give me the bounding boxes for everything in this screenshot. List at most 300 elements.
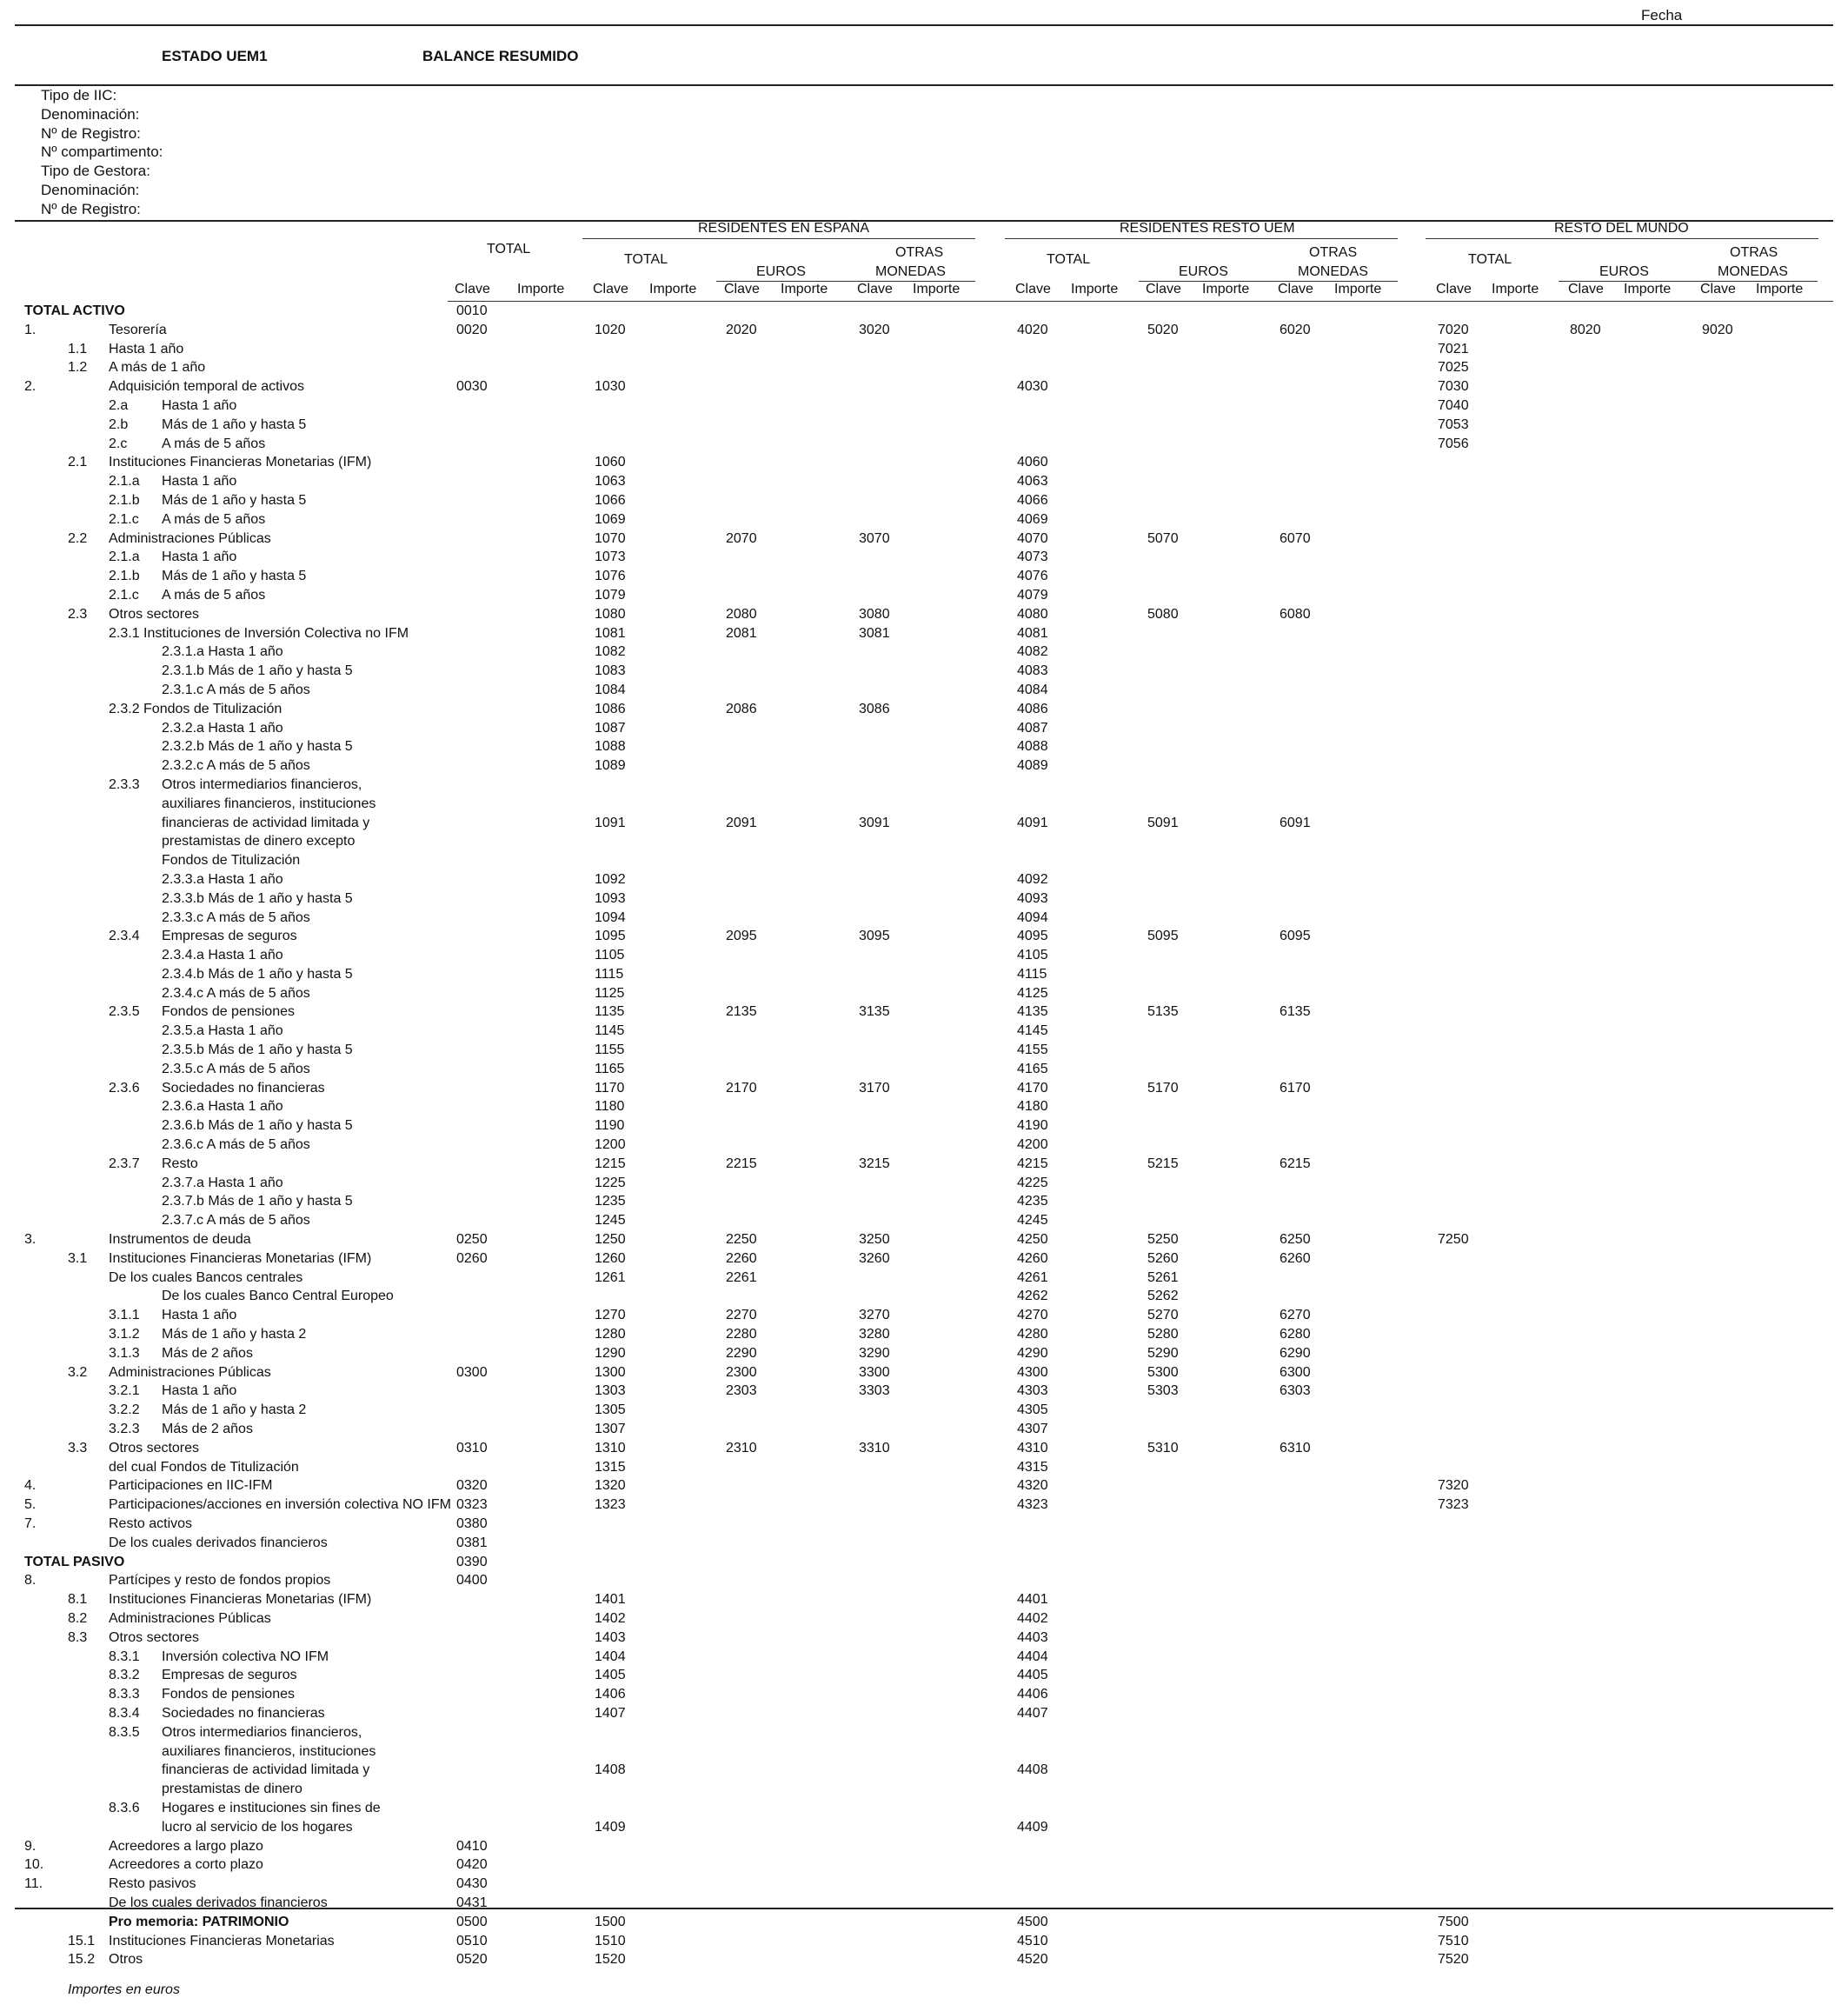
- table-row: [0, 927, 1848, 946]
- table-row: [0, 1685, 1848, 1704]
- row-number: 3.2.1: [109, 1383, 140, 1399]
- row-label: Hasta 1 año: [162, 1383, 237, 1399]
- clave-code: 5135: [1147, 1004, 1179, 1020]
- table-row: [0, 377, 1848, 396]
- row-label: Otros intermediarios financieros,: [162, 1724, 362, 1740]
- fecha-label: Fecha: [1641, 7, 1683, 23]
- row-label: Más de 1 año y hasta 2: [162, 1327, 307, 1342]
- clave-code: 5261: [1147, 1269, 1179, 1285]
- meta-denominacion: Denominación:: [41, 105, 140, 123]
- clave-code: 1409: [595, 1819, 626, 1835]
- meta-tipo-gestora: Tipo de Gestora:: [41, 163, 150, 180]
- clave-code: 1310: [595, 1440, 626, 1455]
- clave-code: 4066: [1017, 492, 1048, 508]
- clave-code: 3081: [859, 625, 890, 641]
- row-number: 2.b: [109, 416, 129, 432]
- clave-code: 1315: [595, 1459, 626, 1475]
- clave-code: 4305: [1017, 1402, 1048, 1418]
- clave-code: 4260: [1017, 1250, 1048, 1266]
- title-rule: [15, 84, 1833, 86]
- clave-code: 4290: [1017, 1345, 1048, 1361]
- table-row: [0, 909, 1848, 928]
- row-number: 8.3.5: [109, 1724, 140, 1740]
- row-number: 2.c: [109, 436, 128, 451]
- clave-code: 1260: [595, 1250, 626, 1266]
- clave-code: 1320: [595, 1478, 626, 1494]
- table-row: [0, 510, 1848, 530]
- header-mundo-euros: EUROS: [1599, 264, 1649, 279]
- clave-code: 4407: [1017, 1705, 1048, 1721]
- header-espana-otras-2: MONEDAS: [875, 264, 946, 279]
- clave-code: 3310: [859, 1440, 890, 1455]
- row-number: 2.3.6: [109, 1080, 140, 1096]
- row-label: Otros intermediarios financieros,: [162, 776, 362, 792]
- row-number: 3.2: [68, 1364, 88, 1380]
- col-importe-header: Importe: [649, 282, 697, 296]
- clave-code: 1180: [595, 1099, 625, 1115]
- clave-code: 1081: [595, 625, 626, 641]
- row-number: 15.2: [68, 1952, 96, 1968]
- table-row: [0, 567, 1848, 586]
- row-label: Instituciones Financieras Monetarias (IFM): [109, 1592, 372, 1608]
- clave-code: 4401: [1017, 1592, 1048, 1608]
- clave-code: 2070: [726, 530, 757, 546]
- clave-code: 4270: [1017, 1308, 1048, 1323]
- clave-code: 1323: [595, 1497, 626, 1513]
- row-label: Adquisición temporal de activos: [109, 379, 305, 395]
- table-row: [0, 1002, 1848, 1022]
- group-rule-mundo: [1426, 238, 1818, 239]
- clave-code: 1305: [595, 1402, 626, 1418]
- clave-code: 1125: [595, 985, 625, 1001]
- header-espana-euros: EUROS: [756, 264, 806, 279]
- col-importe-header: Importe: [781, 282, 828, 296]
- clave-code: 0510: [456, 1933, 488, 1948]
- table-row: [0, 1439, 1848, 1458]
- table-row: [0, 832, 1848, 851]
- clave-code: 4510: [1017, 1933, 1048, 1948]
- table-row: [0, 719, 1848, 738]
- clave-code: 4087: [1017, 720, 1048, 736]
- row-label: Otros: [109, 1952, 143, 1968]
- clave-code: 4084: [1017, 682, 1048, 697]
- clave-code: 7250: [1438, 1232, 1469, 1248]
- col-clave-header: Clave: [857, 282, 893, 296]
- row-label: Resto activos: [109, 1516, 193, 1531]
- clave-code: 0300: [456, 1364, 488, 1380]
- clave-code: 0500: [456, 1914, 488, 1929]
- clave-code: 1093: [595, 890, 626, 906]
- row-label: 2.3.2.a Hasta 1 año: [162, 720, 283, 736]
- row-number: 2.2: [68, 530, 88, 546]
- clave-code: 3215: [859, 1156, 890, 1171]
- clave-code: 0400: [456, 1573, 488, 1589]
- table-row: [0, 453, 1848, 472]
- meta-registro: Nº de Registro:: [41, 124, 141, 142]
- clave-code: 4235: [1017, 1194, 1048, 1209]
- clave-code: 1500: [595, 1914, 626, 1929]
- clave-code: 4094: [1017, 909, 1048, 925]
- table-row: [0, 889, 1848, 909]
- row-label: 2.3.3.b Más de 1 año y hasta 5: [162, 890, 353, 906]
- row-label: Fondos de pensiones: [162, 1004, 295, 1020]
- balance-table: [0, 302, 1848, 1969]
- clave-code: 7510: [1438, 1933, 1469, 1948]
- row-label: Partícipes y resto de fondos propios: [109, 1573, 331, 1589]
- clave-code: 1030: [595, 379, 626, 395]
- clave-code: 1060: [595, 455, 626, 470]
- table-row: [0, 1913, 1848, 1932]
- clave-code: 1250: [595, 1232, 626, 1248]
- row-number: 8.3.4: [109, 1705, 140, 1721]
- form-subtitle: BALANCE RESUMIDO: [422, 48, 579, 64]
- clave-code: 6170: [1280, 1080, 1311, 1096]
- meta-compartimento: Nº compartimento:: [41, 143, 163, 161]
- table-row: [0, 302, 1848, 321]
- clave-code: 1225: [595, 1175, 626, 1190]
- row-label: 2.3.5.a Hasta 1 año: [162, 1023, 283, 1039]
- row-number: 7.: [24, 1516, 37, 1531]
- clave-code: 6260: [1280, 1250, 1311, 1266]
- table-row: [0, 1269, 1848, 1288]
- table-row: [0, 1136, 1848, 1155]
- row-label: 2.3.1.c A más de 5 años: [162, 682, 310, 697]
- clave-code: 4115: [1017, 966, 1047, 982]
- row-label: prestamistas de dinero: [162, 1782, 302, 1797]
- clave-code: 5091: [1147, 815, 1179, 830]
- clave-code: 1073: [595, 550, 626, 565]
- clave-code: 4080: [1017, 606, 1048, 622]
- clave-code: 6310: [1280, 1440, 1311, 1455]
- row-label: 2.3.6.b Más de 1 año y hasta 5: [162, 1118, 353, 1134]
- row-number: 2.1.b: [109, 492, 140, 508]
- clave-code: 4145: [1017, 1023, 1048, 1039]
- clave-code: 1083: [595, 663, 626, 679]
- clave-code: 0410: [456, 1838, 488, 1854]
- row-label: 2.3.2.b Más de 1 año y hasta 5: [162, 739, 353, 755]
- clave-code: 1190: [595, 1118, 625, 1134]
- clave-code: 1080: [595, 606, 626, 622]
- clave-code: 6215: [1280, 1156, 1311, 1171]
- row-label: A más de 5 años: [162, 436, 266, 451]
- row-label: 2.3.1.a Hasta 1 año: [162, 644, 283, 660]
- clave-code: 1092: [595, 871, 626, 887]
- header-group-uem: RESIDENTES RESTO UEM: [1120, 221, 1295, 236]
- header-uem-otras-1: OTRAS: [1309, 245, 1358, 260]
- clave-code: 4070: [1017, 530, 1048, 546]
- row-number: 3.2.3: [109, 1422, 140, 1437]
- table-row: [0, 870, 1848, 889]
- clave-code: 1079: [595, 587, 626, 603]
- clave-code: 4069: [1017, 511, 1048, 527]
- table-row: [0, 1495, 1848, 1515]
- clave-code: 4300: [1017, 1364, 1048, 1380]
- clave-code: 2086: [726, 701, 757, 716]
- col-clave-header: Clave: [1436, 282, 1472, 296]
- table-row: [0, 396, 1848, 416]
- row-label: 2.3.6.a Hasta 1 año: [162, 1099, 283, 1115]
- clave-code: 1069: [595, 511, 626, 527]
- row-label: Más de 1 año y hasta 5: [162, 569, 307, 584]
- col-clave-header: Clave: [724, 282, 760, 296]
- clave-code: 1215: [595, 1156, 626, 1171]
- col-clave-header: Clave: [1278, 282, 1313, 296]
- header-espana-otras-1: OTRAS: [895, 245, 944, 260]
- row-number: 2.1.b: [109, 569, 140, 584]
- header-uem-euros: EUROS: [1179, 264, 1228, 279]
- table-row: [0, 358, 1848, 377]
- row-number: 8.3.2: [109, 1668, 140, 1683]
- table-row: [0, 586, 1848, 605]
- table-row: [0, 321, 1848, 340]
- table-row: [0, 1648, 1848, 1667]
- clave-code: 2095: [726, 929, 757, 944]
- clave-code: 1076: [595, 569, 626, 584]
- table-row: [0, 1818, 1848, 1837]
- clave-code: 5262: [1147, 1289, 1179, 1304]
- table-row: [0, 1174, 1848, 1193]
- clave-code: 4060: [1017, 455, 1048, 470]
- col-clave-header: Clave: [1700, 282, 1736, 296]
- clave-code: 7500: [1438, 1914, 1469, 1929]
- row-number: 11.: [24, 1876, 43, 1892]
- clave-code: 3070: [859, 530, 890, 546]
- clave-code: 0010: [456, 303, 488, 318]
- table-row: [0, 1666, 1848, 1685]
- table-row: [0, 605, 1848, 624]
- clave-code: 3020: [859, 322, 890, 337]
- clave-code: 0390: [456, 1554, 488, 1569]
- table-row: [0, 1249, 1848, 1269]
- table-row: [0, 1079, 1848, 1098]
- table-row: [0, 1629, 1848, 1648]
- table-row: [0, 1553, 1848, 1572]
- header-group-mundo: RESTO DEL MUNDO: [1554, 221, 1689, 236]
- table-row: [0, 1022, 1848, 1041]
- header-mundo-total: TOTAL: [1468, 252, 1512, 267]
- clave-code: 3260: [859, 1250, 890, 1266]
- clave-code: 2135: [726, 1004, 757, 1020]
- clave-code: 0030: [456, 379, 488, 395]
- clave-code: 4500: [1017, 1914, 1048, 1929]
- row-label: 2.3.5.c A más de 5 años: [162, 1061, 310, 1076]
- row-label: Instrumentos de deuda: [109, 1232, 251, 1248]
- table-row: [0, 1571, 1848, 1590]
- header-espana-total: TOTAL: [624, 252, 668, 267]
- row-label: 2.3.4.b Más de 1 año y hasta 5: [162, 966, 353, 982]
- clave-code: 1402: [595, 1610, 626, 1626]
- table-row: [0, 946, 1848, 965]
- clave-code: 0323: [456, 1497, 488, 1513]
- clave-code: 4245: [1017, 1213, 1048, 1229]
- footer-note: Importes en euros: [68, 1982, 180, 1997]
- clave-code: 2215: [726, 1156, 757, 1171]
- row-label: Participaciones/acciones en inversión colectiva NO IFM: [109, 1497, 451, 1513]
- header-total: TOTAL: [487, 242, 531, 256]
- clave-code: 4030: [1017, 379, 1048, 395]
- row-number: 8.: [24, 1573, 37, 1589]
- row-label: 2.3.7.b Más de 1 año y hasta 5: [162, 1194, 353, 1209]
- clave-code: 2260: [726, 1250, 757, 1266]
- clave-code: 7056: [1438, 436, 1469, 451]
- clave-code: 7030: [1438, 379, 1469, 395]
- row-number: 2.a: [109, 397, 129, 413]
- row-label: 2.3.1.b Más de 1 año y hasta 5: [162, 663, 353, 679]
- table-row: [0, 1837, 1848, 1856]
- clave-code: 1303: [595, 1383, 626, 1399]
- row-label: Acreedores a largo plazo: [109, 1838, 263, 1854]
- row-label: Más de 2 años: [162, 1345, 253, 1361]
- table-row: [0, 1230, 1848, 1249]
- clave-code: 1407: [595, 1705, 626, 1721]
- clave-code: 3303: [859, 1383, 890, 1399]
- clave-code: 2290: [726, 1345, 757, 1361]
- clave-code: 4082: [1017, 644, 1048, 660]
- row-number: 2.3.7: [109, 1156, 140, 1171]
- row-label: Otros sectores: [109, 1629, 200, 1645]
- row-label: 2.3.5.b Más de 1 año y hasta 5: [162, 1042, 353, 1058]
- clave-code: 4095: [1017, 929, 1048, 944]
- table-row: [0, 491, 1848, 510]
- clave-code: 3080: [859, 606, 890, 622]
- clave-code: 5170: [1147, 1080, 1179, 1096]
- clave-code: 1406: [595, 1687, 626, 1702]
- meta-fields: [41, 86, 163, 219]
- row-number: 2.1: [68, 455, 88, 470]
- clave-code: 5070: [1147, 530, 1179, 546]
- row-label: A más de 5 años: [162, 587, 266, 603]
- row-number: 8.3.6: [109, 1800, 140, 1815]
- clave-code: 1280: [595, 1327, 626, 1342]
- col-importe-header: Importe: [1071, 282, 1119, 296]
- table-row: [0, 416, 1848, 435]
- table-row: [0, 737, 1848, 756]
- clave-code: 8020: [1570, 322, 1601, 337]
- clave-code: 4261: [1017, 1269, 1048, 1285]
- clave-code: 4093: [1017, 890, 1048, 906]
- row-label: Fondos de pensiones: [162, 1687, 295, 1702]
- clave-code: 4280: [1017, 1327, 1048, 1342]
- clave-code: 6135: [1280, 1004, 1311, 1020]
- clave-code: 1105: [595, 948, 625, 963]
- clave-code: 4165: [1017, 1061, 1048, 1076]
- clave-code: 4091: [1017, 815, 1048, 830]
- clave-code: 3135: [859, 1004, 890, 1020]
- header-mundo-otras-2: MONEDAS: [1718, 264, 1788, 279]
- table-row: [0, 624, 1848, 643]
- row-number: 2.1.c: [109, 511, 139, 527]
- row-label: Administraciones Públicas: [109, 1364, 271, 1380]
- table-row: [0, 1382, 1848, 1401]
- pro-memoria-rule: [15, 1908, 1833, 1909]
- clave-code: 4020: [1017, 322, 1048, 337]
- row-label: Instituciones Financieras Monetarias (IFM): [109, 1250, 372, 1266]
- table-row: [0, 472, 1848, 491]
- row-label: prestamistas de dinero excepto: [162, 834, 356, 849]
- clave-code: 6091: [1280, 815, 1311, 830]
- clave-code: 7020: [1438, 322, 1469, 337]
- header-group-espana: RESIDENTES EN ESPAÑA: [698, 221, 870, 236]
- clave-code: 1404: [595, 1649, 626, 1664]
- table-row: [0, 1116, 1848, 1136]
- clave-code: 4180: [1017, 1099, 1048, 1115]
- clave-code: 3280: [859, 1327, 890, 1342]
- clave-code: 4403: [1017, 1629, 1048, 1645]
- col-importe-header: Importe: [913, 282, 961, 296]
- clave-code: 4262: [1017, 1289, 1048, 1304]
- row-label: Hogares e instituciones sin fines de: [162, 1800, 381, 1815]
- clave-code: 0020: [456, 322, 488, 337]
- clave-code: 4079: [1017, 587, 1048, 603]
- clave-code: 4105: [1017, 948, 1048, 963]
- row-label: De los cuales Banco Central Europeo: [162, 1289, 394, 1304]
- clave-code: 5270: [1147, 1308, 1179, 1323]
- row-number: 8.3.1: [109, 1649, 140, 1664]
- table-row: [0, 1458, 1848, 1477]
- clave-code: 5303: [1147, 1383, 1179, 1399]
- row-label: Inversión colectiva NO IFM: [162, 1649, 329, 1664]
- table-row: [0, 435, 1848, 454]
- row-label: del cual Fondos de Titulización: [109, 1459, 299, 1475]
- clave-code: 4081: [1017, 625, 1048, 641]
- clave-code: 1095: [595, 929, 626, 944]
- table-row: [0, 1932, 1848, 1951]
- table-row: [0, 1704, 1848, 1723]
- table-row: [0, 1950, 1848, 1969]
- col-clave-header: Clave: [1146, 282, 1181, 296]
- clave-code: 3250: [859, 1232, 890, 1248]
- row-number: 9.: [24, 1838, 37, 1854]
- clave-code: 7025: [1438, 360, 1469, 376]
- row-label: Empresas de seguros: [162, 929, 297, 944]
- clave-code: 1091: [595, 815, 626, 830]
- table-row: [0, 756, 1848, 776]
- clave-code: 1300: [595, 1364, 626, 1380]
- table-row: [0, 965, 1848, 984]
- clave-code: 1145: [595, 1023, 625, 1039]
- table-row: [0, 1041, 1848, 1060]
- clave-code: 4155: [1017, 1042, 1048, 1058]
- row-number: 3.1: [68, 1250, 88, 1266]
- row-label: lucro al servicio de los hogares: [162, 1819, 353, 1835]
- table-row: [0, 1097, 1848, 1116]
- row-label: Hasta 1 año: [162, 1308, 237, 1323]
- clave-code: 2261: [726, 1269, 757, 1285]
- clave-code: 6300: [1280, 1364, 1311, 1380]
- table-row: [0, 1799, 1848, 1818]
- table-row: [0, 1761, 1848, 1780]
- row-number: 3.3: [68, 1440, 88, 1455]
- meta-denominacion-gestora: Denominación:: [41, 181, 140, 198]
- row-label: Sociedades no financieras: [162, 1705, 325, 1721]
- col-clave-header: Clave: [1568, 282, 1604, 296]
- clave-code: 6280: [1280, 1327, 1311, 1342]
- clave-code: 4307: [1017, 1422, 1048, 1437]
- row-number: 5.: [24, 1497, 37, 1513]
- top-rule: [15, 24, 1833, 26]
- row-number: 15.1: [68, 1933, 96, 1948]
- row-label: 2.3.3.c A más de 5 años: [162, 909, 310, 925]
- row-label: 2.3.6.c A más de 5 años: [162, 1137, 310, 1153]
- clave-code: 2303: [726, 1383, 757, 1399]
- clave-code: 0431: [456, 1895, 488, 1910]
- clave-code: 4406: [1017, 1687, 1048, 1702]
- row-label: Participaciones en IIC-IFM: [109, 1478, 273, 1494]
- table-row: [0, 340, 1848, 359]
- clave-code: 0310: [456, 1440, 488, 1455]
- clave-code: 1135: [595, 1004, 625, 1020]
- clave-code: 3095: [859, 929, 890, 944]
